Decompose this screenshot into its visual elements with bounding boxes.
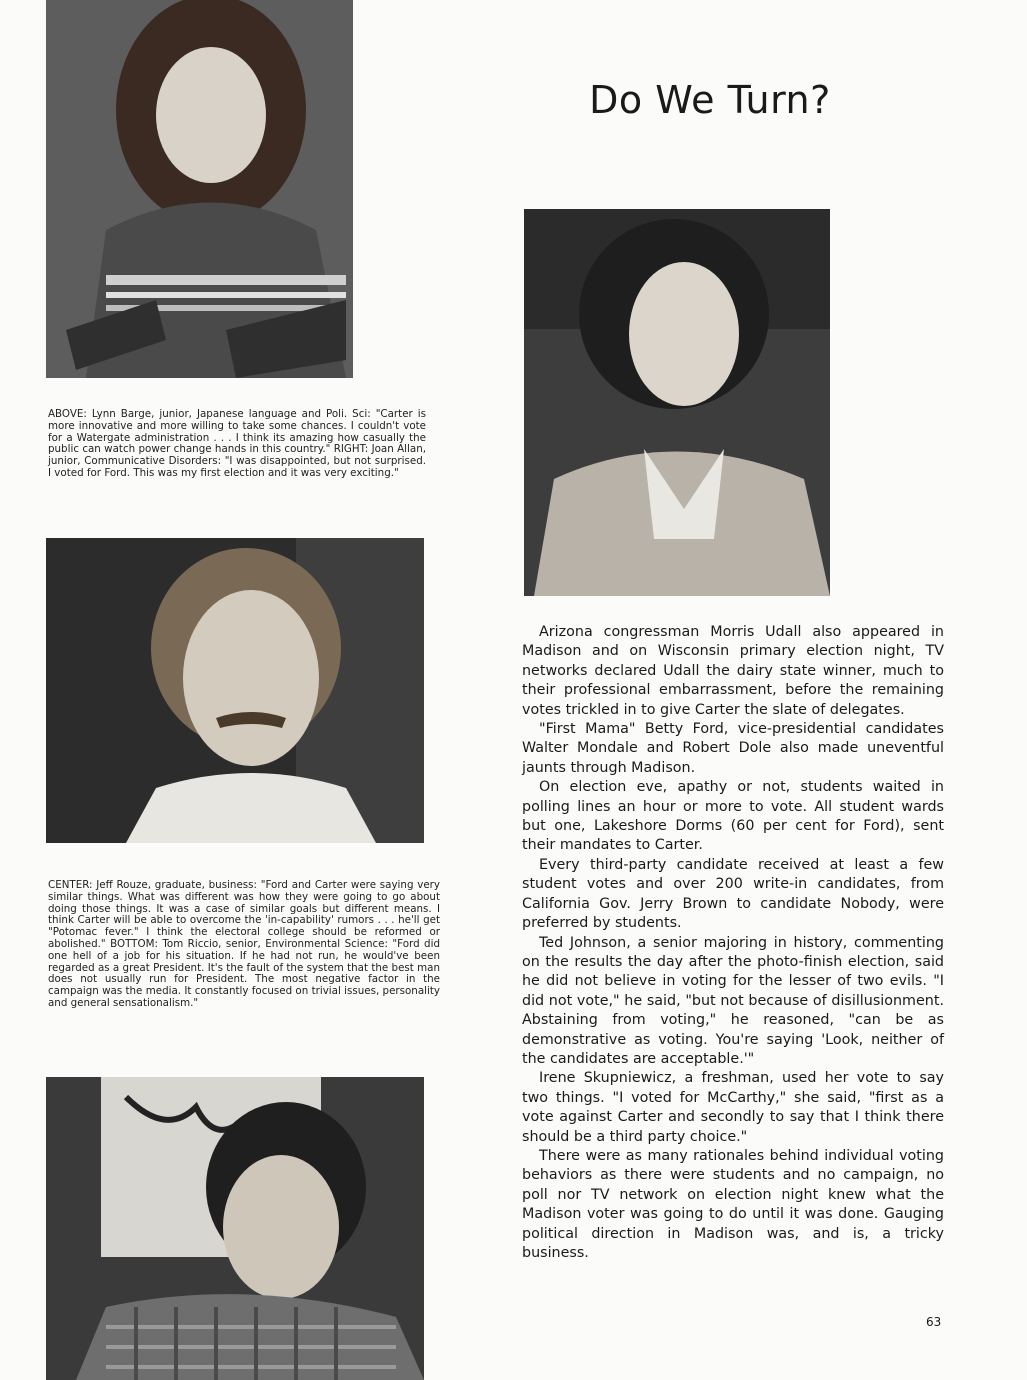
- article-paragraph: There were as many rationales behind individual voting behaviors as there were students and no campaign, no poll nor TV network on election night knew what the Madison voter was going to do until it was done. Gauging political direction in Madison was, and is, a tricky business.: [522, 1147, 944, 1261]
- page-title: Do We Turn?: [589, 78, 831, 122]
- page-number: 63: [926, 1315, 942, 1329]
- article-paragraph: Ted Johnson, a senior majoring in history, commenting on the results the day after the photo-finish election, said he did not believe in voting for the lesser of two evils. "I did not vote," he said, "but not because of disillusionment. Abstaining from voting," he reasoned, "can be as demonstrative as voting. You're saying 'Look, neither of the candidates are acceptable.'": [522, 934, 944, 1067]
- article-paragraph: Arizona congressman Morris Udall also appeared in Madison and on Wisconsin primary election night, TV networks declared Udall the dairy state winner, much to their professional embarrassment, before the remaining votes trickled in to give Carter the slate of delegates.: [522, 624, 944, 718]
- photo-lynn-barge: [46, 0, 353, 378]
- article-body: [522, 623, 944, 1263]
- photo-tom-riccio: [46, 1077, 424, 1380]
- photo-jeff-rouze: [46, 538, 424, 843]
- photo-joan-allan: [524, 209, 830, 596]
- article-paragraph: Every third-party candidate received at least a few student votes and over 200 write-in candidates, from California Gov. Jerry Brown to candidate Nobody, were preferred by students.: [522, 856, 944, 932]
- article-paragraph: On election eve, apathy or not, students waited in polling lines an hour or more to vote. All student wards but one, Lakeshore Dorms (60 per cent for Ford), sent their mandates to Carter.: [522, 779, 944, 854]
- caption-lynn-joan: ABOVE: Lynn Barge, junior, Japanese language and Poli. Sci: "Carter is more innovative and more willing to take some chances. I couldn't vote for a Watergate administration . . . I think its amazing how casually the public can watch power change hands in this country." RIGHT: Joan Allan, junior, Communicative Disorders: "I was disappointed, but not surprised. I voted for Ford. This was my first election and it was very exciting.": [48, 408, 426, 479]
- article-paragraph: "First Mama" Betty Ford, vice-presidential candidates Walter Mondale and Robert Dole also made uneventful jaunts through Madison.: [522, 721, 944, 776]
- article-paragraph: Irene Skupniewicz, a freshman, used her vote to say two things. "I voted for McCarthy," she said, "first as a vote against Carter and secondly to say that I think there should be a third party choice.": [522, 1070, 944, 1145]
- caption-jeff-tom: CENTER: Jeff Rouze, graduate, business: "Ford and Carter were saying very similar things. What was different was how they were going to go about doing those things. It was a case of similar goals but different means. I think Carter will be able to overcome the 'in-capability' rumors . . . he'll get "Potomac fever." I think the electoral college should be reformed or abolished." BOTTOM: Tom Riccio, senior, Environmental Science: "Ford did one hell of a job for his situation. If he had not run, he would've been regarded as a great President. It's the fault of the system that the best man does not usually run for President. The most negative factor in the campaign was the media. It constantly focused on trivial issues, personality and general sensationalism.": [48, 879, 440, 1009]
